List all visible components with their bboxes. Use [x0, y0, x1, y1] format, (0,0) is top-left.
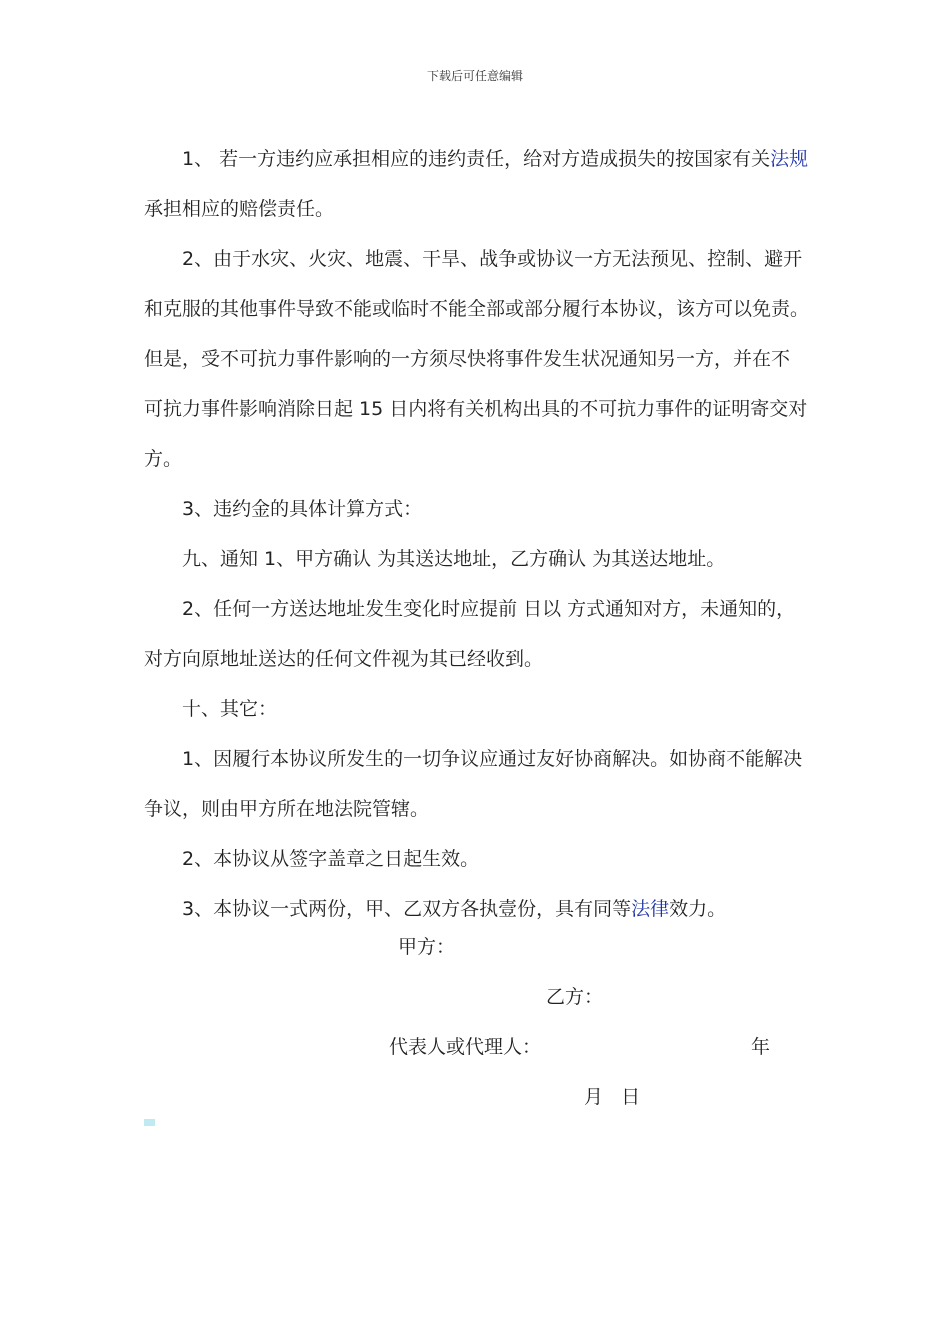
clause-text: 3、本协议一式两份，甲、乙双方各执壹份，具有同等 [182, 898, 632, 920]
clause-breach-liability-cont [144, 184, 810, 234]
clause-address-change-line2: 对方向原地址送达的任何文件视为其已经收到。 [144, 648, 544, 670]
clause-force-majeure-line4: 可抗力事件影响消除日起 15 日内将有关机构出具的不可抗力事件的证明寄交对 [144, 398, 808, 420]
section-other: 十、其它： [182, 698, 278, 720]
text-cursor-marker [144, 1119, 155, 1126]
contract-body [144, 134, 810, 934]
clause-effective: 2、本协议从签字盖章之日起生效。 [182, 848, 480, 870]
clause-address-change-line1: 2、任何一方送达地址发生变化时应提前 日以 方式通知对方，未通知的， [182, 598, 796, 620]
clause-force-majeure-line1: 2、由于水灾、火灾、地震、干旱、战争或协议一方无法预见、控制、避开 [182, 248, 803, 270]
party-b-label: 乙方： [546, 986, 604, 1008]
clause-dispute-line2: 争议，则由甲方所在地法院管辖。 [144, 798, 430, 820]
clause-copies [144, 884, 810, 934]
clause-force-majeure-line2: 和克服的其他事件导致不能或临时不能全部或部分履行本协议，该方可以免责。 [144, 298, 810, 320]
page-header-note: 下载后可任意编辑 [426, 69, 523, 83]
clause-force-majeure-line5: 方。 [144, 448, 183, 470]
clause-dispute-line1: 1、因履行本协议所发生的一切争议应通过友好协商解决。如协商不能解决 [182, 748, 803, 770]
clause-penalty-calc: 3、违约金的具体计算方式： [182, 498, 423, 520]
link-law[interactable]: 法律 [631, 898, 670, 920]
representative-label: 代表人或代理人： [389, 1036, 542, 1058]
clause-text: 效力。 [669, 898, 727, 920]
party-a-label: 甲方： [398, 936, 456, 958]
year-label: 年 [751, 1036, 771, 1058]
clause-text: 承担相应的赔偿责任。 [144, 198, 335, 220]
clause-text: 1、 若一方违约应承担相应的违约责任，给对方造成损失的按国家有关 [182, 148, 771, 170]
link-regulations[interactable]: 法规 [770, 148, 809, 170]
clause-breach-liability [144, 134, 810, 184]
month-day-label: 月 日 [584, 1086, 641, 1108]
section-notice: 九、通知 1、甲方确认 为其送达地址，乙方确认 为其送达地址。 [182, 548, 726, 570]
clause-force-majeure-line3: 但是，受不可抗力事件影响的一方须尽快将事件发生状况通知另一方，并在不 [144, 348, 791, 370]
